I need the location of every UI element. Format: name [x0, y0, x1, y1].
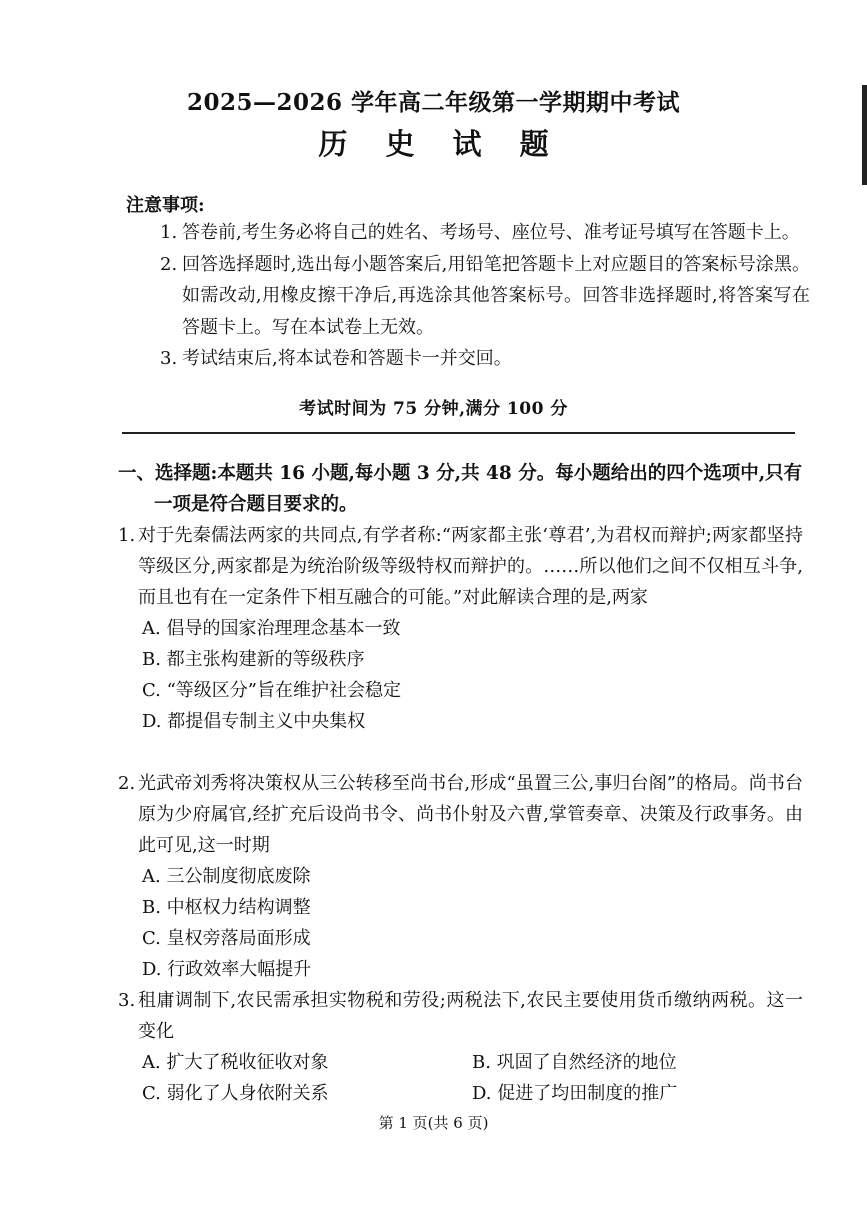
page-footer: 第 1 页(共 6 页) [378, 1114, 489, 1132]
notice-number: 3. [160, 348, 178, 369]
notice-text: 回答选择题时,选出每小题答案后,用铅笔把答题卡上对应题目的答案标号涂黑。如需改动,用橡皮擦干净后,再选涂其他答案标号。回答非选择题时,将答案写在答题卡上。写在本试卷上无效。 [182, 253, 810, 338]
notice-item [160, 343, 810, 375]
section-heading [118, 458, 803, 520]
notice-item [160, 249, 810, 344]
question-text: 对于先秦儒法两家的共同点,有学者称:“两家都主张‘尊君’,为君权而辩护;两家都坚持等级区分,两家都是为统治阶级等级特权而辩护的。……所以他们之间不仅相互斗争,而且也有在一定条件下相互融合的可能。”对此解读合理的是,两家 [138, 525, 803, 608]
subject-title: 历 史 试 题 [318, 127, 563, 161]
question-stem [118, 520, 803, 613]
notice-item [160, 217, 810, 249]
option-b: B. 都主张构建新的等级秩序 [142, 649, 365, 670]
notice-text: 答卷前,考生务必将自己的姓名、考场号、座位号、准考证号填写在答题卡上。 [182, 222, 800, 243]
option-a: A. 倡导的国家治理理念基本一致 [142, 618, 401, 639]
section-heading-line1: 一、选择题:本题共 16 小题,每小题 3 分,共 48 分。每小题给出的四个选项中,只有 [118, 463, 803, 484]
option-a: A. 三公制度彻底废除 [142, 866, 311, 887]
option-b: B. 中枢权力结构调整 [142, 897, 311, 918]
option-c: C. 皇权旁落局面形成 [142, 928, 311, 949]
notice-number: 2. [160, 253, 178, 275]
divider-rule [122, 432, 795, 434]
question-number: 2. [118, 773, 136, 794]
option-b: B. 巩固了自然经济的地位 [472, 1052, 677, 1073]
option-d: D. 促进了均田制度的推广 [472, 1083, 678, 1104]
question-text: 租庸调制下,农民需承担实物税和劳役;两税法下,农民主要使用货币缴纳两税。这一变化 [138, 990, 803, 1042]
notice-list [160, 217, 810, 375]
option-c: C. “等级区分”旨在维护社会稳定 [142, 680, 401, 701]
option-d: D. 行政效率大幅提升 [142, 959, 312, 980]
notice-number: 1. [160, 222, 178, 243]
notice-heading: 注意事项: [126, 195, 205, 216]
exam-time-note: 考试时间为 75 分钟,满分 100 分 [299, 399, 568, 419]
question-stem [118, 768, 803, 861]
question-3 [118, 985, 803, 1109]
option-a: A. 扩大了税收征收对象 [142, 1052, 329, 1073]
question-2 [118, 768, 803, 985]
notice-text: 考试结束后,将本试卷和答题卡一并交回。 [182, 348, 512, 369]
option-row [118, 1047, 803, 1078]
question-text: 光武帝刘秀将决策权从三公转移至尚书台,形成“虽置三公,事归台阁”的格局。尚书台原为少府属官,经扩充后设尚书令、尚书仆射及六曹,掌管奏章、决策及行政事务。由此可见,这一时期 [138, 773, 803, 856]
section-heading-line2: 一项是符合题目要求的。 [154, 494, 358, 515]
question-number: 1. [118, 525, 136, 546]
exam-title: 2025—2026 学年高二年级第一学期期中考试 [186, 89, 681, 116]
question-stem [118, 985, 803, 1047]
question-1 [118, 520, 803, 737]
question-number: 3. [118, 990, 136, 1011]
option-d: D. 都提倡专制主义中央集权 [142, 711, 366, 732]
option-c: C. 弱化了人身依附关系 [142, 1083, 329, 1104]
option-row [118, 1078, 803, 1109]
